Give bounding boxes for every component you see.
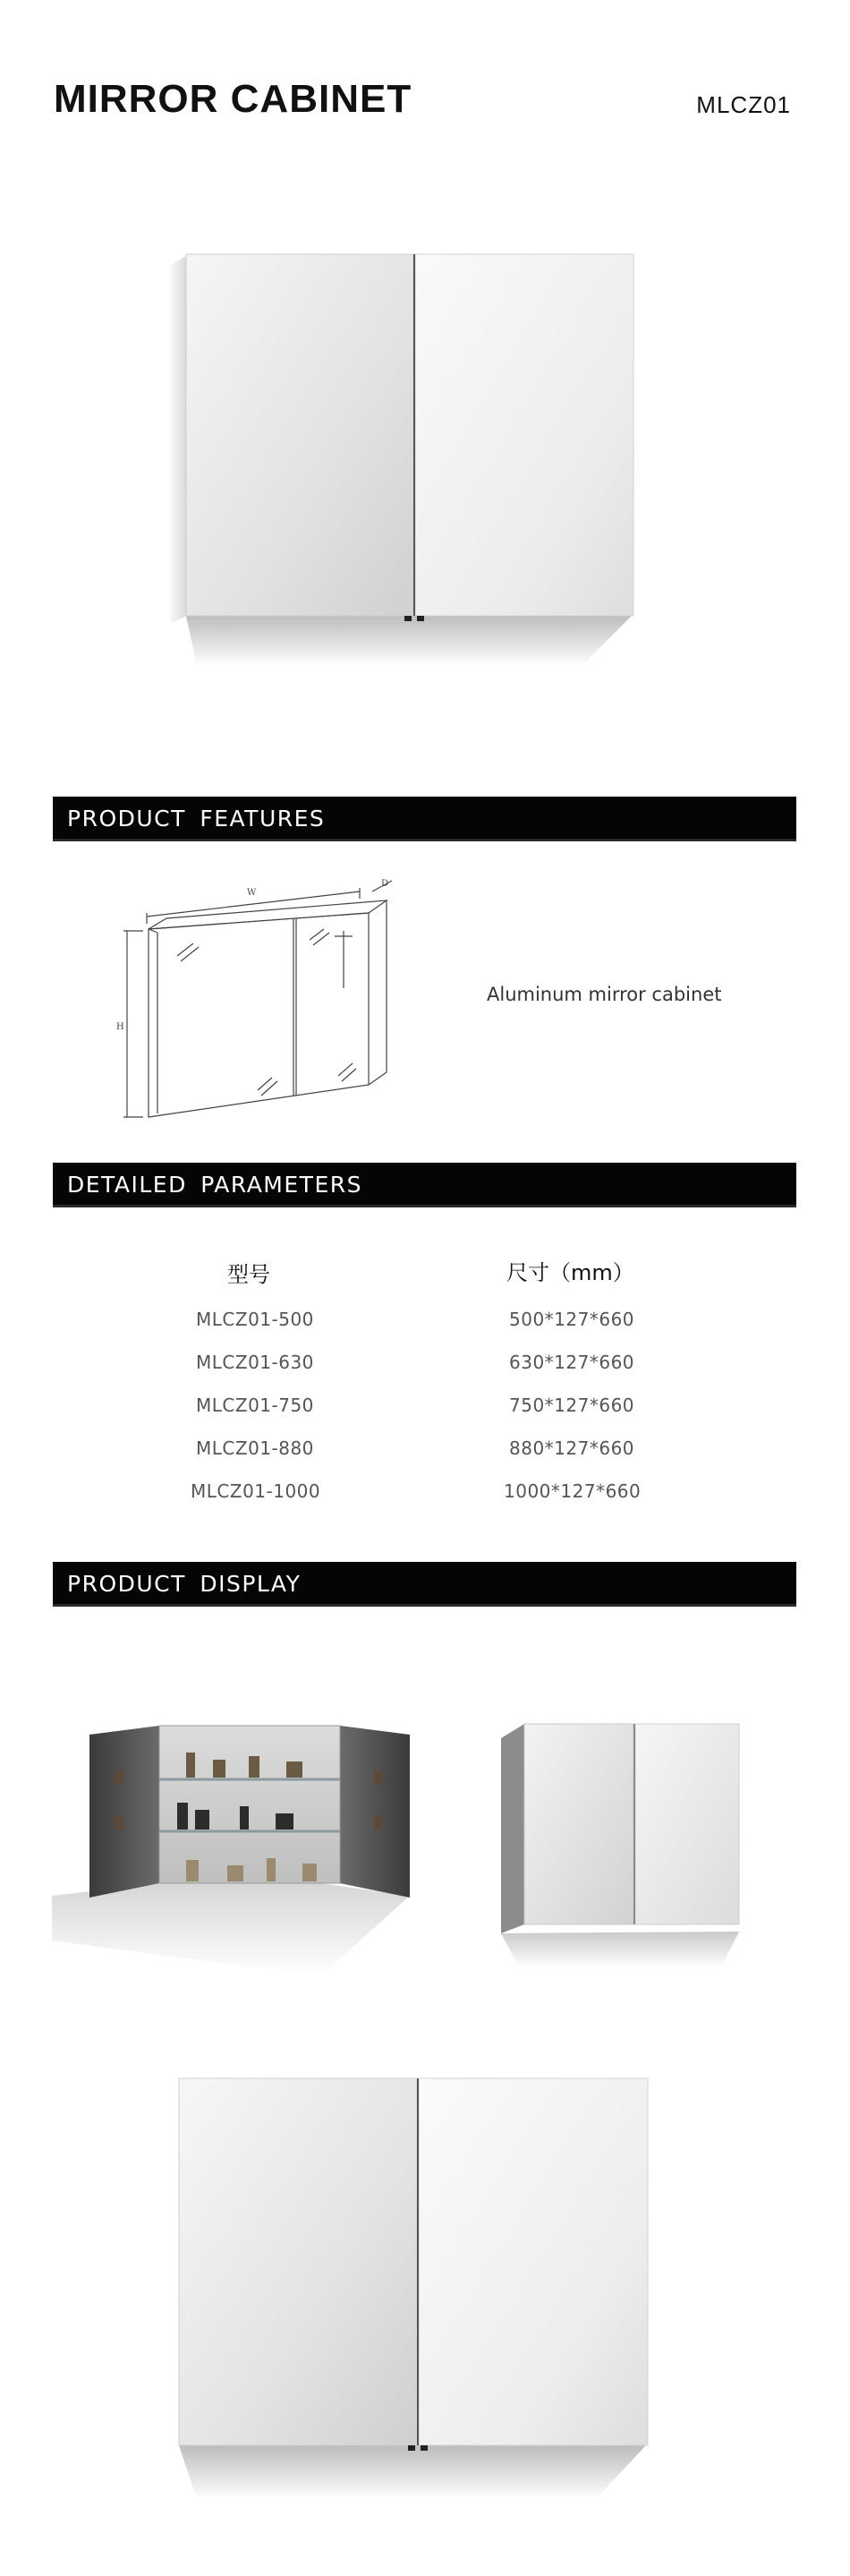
hero-cabinet-image (161, 249, 662, 670)
table-cell-size: 750*127*660 (509, 1395, 635, 1416)
table-cell-size: 500*127*660 (509, 1309, 635, 1330)
table-cell-model: MLCZ01-1000 (191, 1480, 321, 1502)
model-code: MLCZ01 (696, 91, 791, 118)
table-cell-model: MLCZ01-750 (196, 1395, 314, 1416)
depth-label: D (381, 879, 389, 889)
angled-cabinet-image (465, 1711, 752, 1971)
height-label: H (116, 1022, 124, 1032)
page-title: MIRROR CABINET (54, 77, 412, 121)
table-cell-model: MLCZ01-500 (196, 1309, 314, 1330)
param-header-size: 尺寸（mm） (506, 1260, 634, 1285)
section-header-display: PRODUCT DISPLAY (53, 1562, 796, 1607)
table-cell-model: MLCZ01-630 (196, 1352, 314, 1373)
table-cell-size: 880*127*660 (509, 1437, 635, 1459)
width-label: W (247, 888, 257, 898)
table-cell-model: MLCZ01-880 (196, 1437, 314, 1459)
param-header-model: 型号 (227, 1262, 270, 1287)
section-header-features: PRODUCT FEATURES (53, 797, 796, 841)
dimension-diagram (115, 877, 410, 1128)
table-cell-size: 630*127*660 (509, 1352, 635, 1373)
feature-description: Aluminum mirror cabinet (487, 984, 722, 1005)
table-cell-size: 1000*127*660 (504, 1480, 642, 1502)
section-header-parameters: DETAILED PARAMETERS (53, 1163, 796, 1207)
open-cabinet-image (52, 1717, 419, 1976)
front-cabinet-image (166, 2075, 667, 2504)
